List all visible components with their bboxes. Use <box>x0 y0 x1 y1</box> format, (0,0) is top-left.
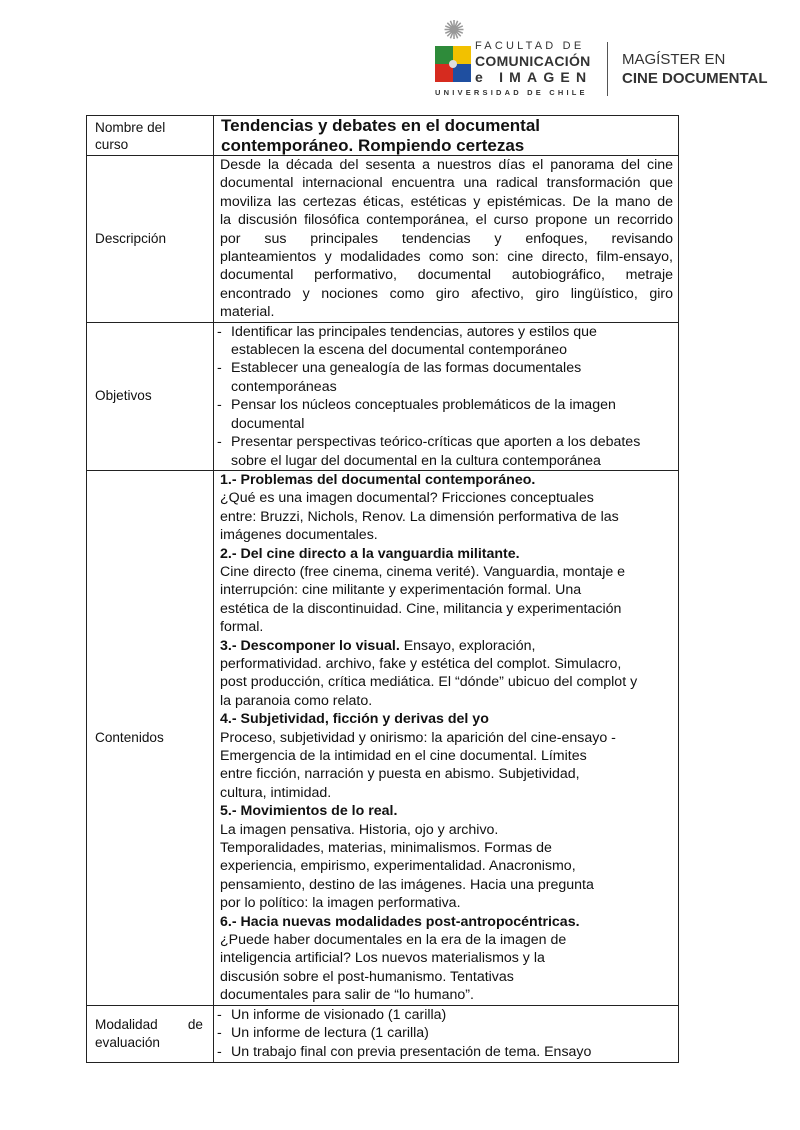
content-unit-line: Proceso, subjetividad y onirismo: la aparición del cine-ensayo - <box>220 729 616 746</box>
content-unit-line: ¿Qué es una imagen documental? Fricciones conceptuales <box>220 490 594 507</box>
objective-text <box>231 396 616 414</box>
content-unit-line: Cine directo (free cinema, cinema verité). Vanguardia, montaje e <box>220 563 626 580</box>
bullet-dash: - <box>217 323 222 340</box>
objective-line: documental <box>231 415 305 432</box>
description-line: planteamientos y modalidades como son: cine directo, film-ensayo, <box>220 249 673 266</box>
star-emblem-icon: ✺ <box>443 15 465 45</box>
evaluation-list <box>214 1005 679 1062</box>
description-line: encontrado y nociones como giro afectivo, giro lingüístico, giro <box>220 285 673 302</box>
label-course-name <box>87 116 214 156</box>
content-unit-line: entre: Bruzzi, Nichols, Renov. La dimensión performativa de las <box>220 508 619 525</box>
objective-line: Pensar los núcleos conceptuales problemáticos de la imagen <box>231 397 616 414</box>
content-unit-title: 6.- Hacia nuevas modalidades post-antropocéntricas. <box>220 913 580 930</box>
label-line: curso <box>95 136 129 152</box>
bullet-dash: - <box>217 397 222 414</box>
content-unit-line: ¿Puede haber documentales en la era de la imagen de <box>220 932 567 949</box>
university-name: UNIVERSIDAD DE CHILE <box>435 88 588 97</box>
objective-text <box>231 433 640 451</box>
row-description <box>87 156 679 323</box>
content-unit-heading <box>220 637 673 655</box>
content-unit-line: estética de la discontinuidad. Cine, militancia y experimentación <box>220 600 622 617</box>
course-title-line: contemporáneo. Rompiendo certezas <box>221 135 525 155</box>
content-unit-title: 1.- Problemas del documental contemporáneo. <box>220 471 536 488</box>
program-name-line2: CINE DOCUMENTAL <box>622 70 768 87</box>
content-unit-line: inteligencia artificial? Los nuevos materialismos y la <box>220 950 545 967</box>
description-line: Desde la década del sesenta a nuestros días el panorama del cine <box>220 157 673 173</box>
label-evaluation <box>87 1005 214 1062</box>
content-unit-line: cultura, intimidad. <box>220 784 332 801</box>
content-unit-line: interrupción: cine militante y experimentación formal. Una <box>220 582 582 599</box>
objective-text <box>231 359 581 377</box>
bullet-dash: - <box>217 1043 222 1060</box>
content-unit-title: 5.- Movimientos de lo real. <box>220 803 398 820</box>
content-unit-line: Temporalidades, materias, minimalismos. Formas de <box>220 840 552 857</box>
content-unit-line: documentales para salir de “lo humano”. <box>220 987 474 1004</box>
description-line: la discusión filosófica contemporánea, el curso propone un recorrido <box>220 212 673 229</box>
description-line: documental internacional encuentra una radical transformación que <box>220 175 673 192</box>
course-title <box>214 116 679 156</box>
row-evaluation <box>87 1005 679 1062</box>
content-unit-title: 2.- Del cine directo a la vanguardia militante. <box>220 545 520 562</box>
content-unit-line: discusión sobre el post-humanismo. Tentativas <box>220 968 514 985</box>
evaluation-text: Un informe de lectura (1 carilla) <box>231 1025 429 1042</box>
label-objectives: Objetivos <box>87 322 214 470</box>
description-text <box>214 156 679 323</box>
evaluation-text: Un informe de visionado (1 carilla) <box>231 1006 447 1023</box>
course-title-line: Tendencias y debates en el documental <box>221 116 541 135</box>
evaluation-item <box>217 1024 673 1042</box>
objective-line: Identificar las principales tendencias, autores y estilos que <box>231 323 597 340</box>
content-unit-line: pensamiento, destino de las imágenes. Hacia una pregunta <box>220 876 594 893</box>
content-unit-line: La imagen pensativa. Historia, ojo y archivo. <box>220 821 499 838</box>
evaluation-text: Un trabajo final con previa presentación de tema. Ensayo <box>231 1043 592 1060</box>
content-unit-line: imágenes documentales. <box>220 527 378 544</box>
faculty-name-line3: e IMAGEN <box>475 69 593 85</box>
evaluation-item <box>217 1006 673 1024</box>
row-contents <box>87 470 679 1005</box>
university-crest-icon <box>435 46 471 82</box>
label-line: evaluación <box>95 1035 160 1051</box>
bullet-dash: - <box>217 1025 222 1042</box>
objective-line: contemporáneas <box>231 378 337 395</box>
bullet-dash: - <box>217 360 222 377</box>
faculty-name-line2: COMUNICACIÓN <box>475 53 591 69</box>
description-line: material. <box>220 304 275 321</box>
description-line: por sus principales tendencias y enfoques, revisando <box>220 230 673 247</box>
row-course-name <box>87 116 679 156</box>
label-description: Descripción <box>87 156 214 323</box>
objective-text <box>231 323 597 341</box>
content-unit-heading <box>220 710 673 728</box>
faculty-name-line1: FACULTAD DE <box>475 40 585 52</box>
description-line: moviliza las certezas éticas, estéticas y epistémicas. De la mano de <box>220 193 673 210</box>
objective-item <box>217 323 673 341</box>
description-line: documental performativo, documental autobiográfico, metraje <box>220 267 673 284</box>
content-unit-heading <box>220 471 673 489</box>
objectives-list <box>214 322 679 470</box>
bullet-dash: - <box>217 1006 222 1023</box>
contents-list <box>214 470 679 1005</box>
objective-item <box>217 359 673 377</box>
label-word: Modalidad <box>95 1016 158 1032</box>
content-unit-title: 4.- Subjetividad, ficción y derivas del yo <box>220 711 489 728</box>
content-unit-heading <box>220 913 673 931</box>
header-logo <box>430 14 780 100</box>
course-table <box>86 115 679 1063</box>
content-unit-line: Emergencia de la intimidad en el cine documental. Límites <box>220 748 587 764</box>
content-unit-line: por lo político: la imagen performativa. <box>220 895 461 912</box>
program-name-line1: MAGÍSTER EN <box>622 51 726 68</box>
content-unit-line: post producción, crítica mediática. El “dónde” ubicuo del complot y <box>220 674 638 691</box>
objective-line: sobre el lugar del documental en la cultura contemporánea <box>231 452 601 469</box>
label-contents: Contenidos <box>87 470 214 1005</box>
logo-divider <box>607 42 608 96</box>
content-unit-heading <box>220 545 673 563</box>
objective-item <box>217 396 673 414</box>
content-unit-line: formal. <box>220 619 264 636</box>
content-unit-inline: Ensayo, exploración, <box>399 637 536 654</box>
content-unit-heading <box>220 802 673 820</box>
label-word: de <box>187 1016 203 1032</box>
objective-line: establecen la escena del documental contemporáneo <box>231 342 567 359</box>
content-unit-title: 3.- Descomponer lo visual. <box>220 637 400 654</box>
content-unit-line: experiencia, empirismo, experimentalidad. Anacronismo, <box>220 858 576 875</box>
content-unit-line: performatividad. archivo, fake y estética del complot. Simulacro, <box>220 655 622 672</box>
label-line: Nombre del <box>95 119 166 135</box>
objective-line: Presentar perspectivas teórico-críticas que aporten a los debates <box>231 434 641 451</box>
bullet-dash: - <box>217 434 222 451</box>
content-unit-line: la paranoia como relato. <box>220 692 373 709</box>
content-unit-line: entre ficción, narración y puesta en abismo. Subjetividad, <box>220 766 580 783</box>
objective-item <box>217 433 673 451</box>
evaluation-item <box>217 1043 673 1061</box>
objective-line: Establecer una genealogía de las formas documentales <box>231 360 582 377</box>
row-objectives <box>87 322 679 470</box>
